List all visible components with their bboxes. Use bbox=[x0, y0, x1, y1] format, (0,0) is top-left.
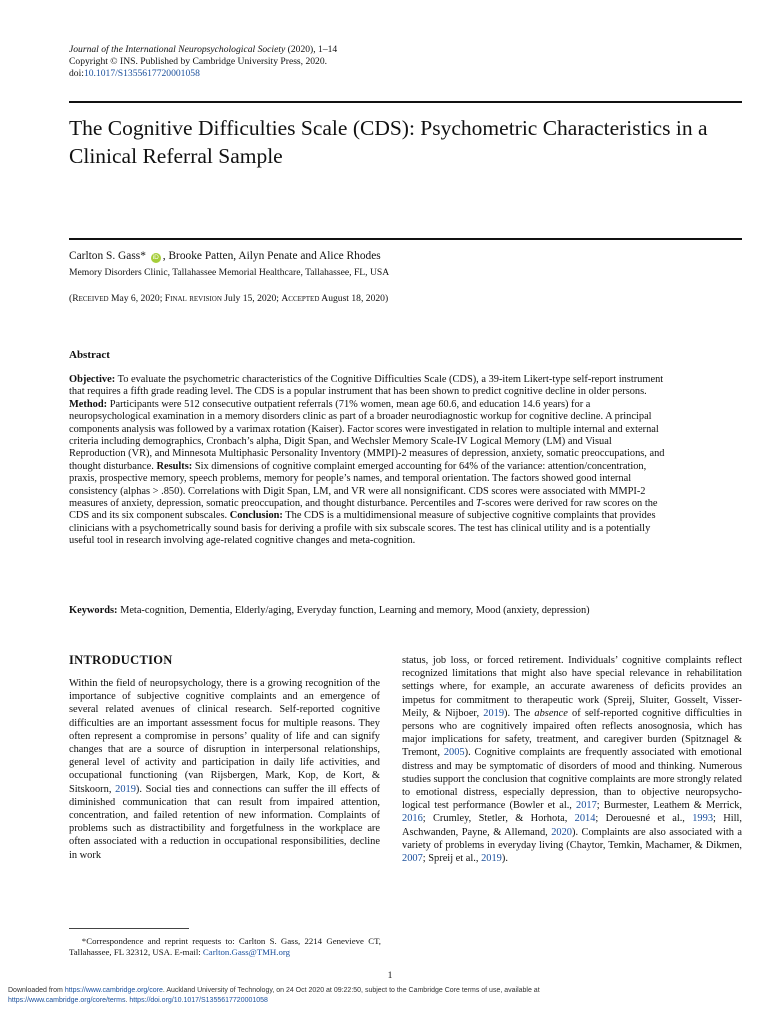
intro-right-text: ; Derouesné et al., bbox=[595, 813, 693, 825]
citation-link[interactable]: 2019 bbox=[483, 707, 505, 719]
citation-link[interactable]: 2014 bbox=[574, 813, 596, 825]
citation-link[interactable]: 2019 bbox=[481, 853, 502, 865]
doi-prefix: doi: bbox=[69, 68, 84, 79]
results-text-b: -scores were derived for raw scores on the CDS and its six component subscales. bbox=[69, 498, 658, 522]
intro-right-text: ; Hill, Aschwanden, Payne, & Allemand, bbox=[402, 813, 742, 838]
keywords-label: Keywords: bbox=[69, 605, 118, 616]
orcid-icon[interactable]: iD bbox=[152, 254, 159, 261]
correspondence-footnote bbox=[69, 936, 381, 958]
citation-link[interactable]: 2016 bbox=[402, 813, 423, 825]
citation-link[interactable]: 1993 bbox=[692, 813, 714, 825]
received-date: May 6, 2020; bbox=[108, 293, 165, 304]
footnote-rule bbox=[69, 928, 189, 929]
download-text: . Auckland University of Technology, on 24 Oct 2020 at 09:22:50, subject to the Cambridge Core terms of use, available at bbox=[162, 987, 540, 994]
intro-column-left bbox=[69, 677, 380, 862]
citation-link[interactable]: 2019 bbox=[115, 783, 136, 795]
results-t: T bbox=[476, 498, 482, 510]
journal-header bbox=[69, 44, 469, 80]
results-text-a: Six dimensions of cognitive complaint emerged accounting for 64% of the variance: attention/concentration, praxis, prospective memory, speech problems, memory for people’s names, and temporal orientation. The factors showed good internal consistency (alphas > .850). Correlations with Digit Span, LM, and VR were all nonsignificant. CDS scores were associated with MMPI-2 measures of anxiety, depression, somatic preoccupation, and thought disturbance. Percentiles and bbox=[69, 460, 647, 510]
citation-link[interactable]: 2005 bbox=[443, 747, 465, 759]
download-notice bbox=[8, 986, 760, 1005]
journal-doi bbox=[69, 68, 469, 80]
intro-right-text: ; Spreij et al., bbox=[422, 853, 482, 865]
accepted-label: Accepted bbox=[281, 293, 320, 304]
emphasis-absence: absence bbox=[534, 707, 568, 719]
intro-column-right bbox=[402, 654, 742, 865]
intro-right-text: ). The bbox=[504, 707, 535, 719]
doi-url-link[interactable]: https://doi.org/10.1017/S1355617720001058 bbox=[129, 996, 268, 1004]
cambridge-core-link[interactable]: https://www.cambridge.org/core bbox=[64, 987, 163, 994]
intro-right-text: of self-reported cognitive difficulties in persons who are cognitively impaired often reflects anosognosia, which has major implications for safety, treatment, and caregiver burden (Spitznagel & Tremont, bbox=[402, 707, 742, 759]
section-heading-introduction: INTRODUCTION bbox=[69, 653, 173, 667]
method-label: Method: bbox=[69, 398, 108, 410]
conclusion-text: The CDS is a multidimensional measure of subjective cognitive complaints that provides clinicians with a psychometrically sound basis for deriving a profile with six subscale scores. The test has clinical utility and is a potentially useful tool in research involving age-related cognitive changes and meta-cognition. bbox=[69, 510, 656, 547]
intro-right-text: ). Complaints are also associated with a variety of problems in everyday living (Chaytor, Temkin, Machamer, & Dikmen, bbox=[402, 826, 742, 851]
abstract-heading: Abstract bbox=[69, 349, 110, 361]
intro-left-text: Within the field of neuropsychology, there is a growing recognition of the importance of subjective cognitive complaints and an emergence of several related avenues of clinical research. Self-reported cognitive difficulties are an important assessment focus for multiple reasons. They often represent a compromise in persons’ quality of life and can signify changes that are a source of disruption in interpersonal relationships, general level of activity and participation in daily life activities, and occupational functioning (van Rijsbergen, Mark, Kop, de Kort, & Sitskoorn, bbox=[69, 678, 380, 795]
top-rule bbox=[69, 101, 742, 103]
dates-open: ( bbox=[69, 293, 73, 304]
intro-right-text: status, job loss, or forced retirement. Individuals’ cognitive complaints reflect recognized limitations that might also have special relevance in rehabilitation settings where, for example, an accurate awareness of deficits provides an impetus for commitment to therapeutic work (Spreij, Sluiter, Gosselt, Visser-Meily, & Nijboer, bbox=[402, 655, 742, 719]
intro-left-text: ). Social ties and connections can suffer the ill effects of diminished communication that can result from impaired attention, concentration, and failed retention of new information. Complaints of problems such as distractibility and forgetfulness in the workplace are often associated with a reduction in occupational responsibilities, decline in work bbox=[69, 783, 380, 861]
author-first: Carlton S. Gass* bbox=[69, 250, 146, 262]
authors-rest: , Brooke Patten, Ailyn Penate and Alice Rhodes bbox=[162, 250, 381, 262]
page-number: 1 bbox=[387, 970, 393, 981]
email-link[interactable]: Carlton.Gass@TMH.org bbox=[202, 947, 291, 957]
citation-link[interactable]: 2020 bbox=[551, 826, 572, 838]
terms-link[interactable]: https://www.cambridge.org/core/terms bbox=[8, 996, 126, 1004]
objective-label: Objective: bbox=[69, 374, 116, 385]
download-text: Downloaded from bbox=[8, 987, 65, 994]
download-text: . bbox=[125, 996, 130, 1004]
final-label: Final revision bbox=[164, 293, 222, 304]
article-title: The Cognitive Difficulties Scale (CDS): Psychometric Characteristics in a Clinical Referral Sample bbox=[69, 116, 708, 168]
citation-link[interactable]: 2007 bbox=[402, 853, 423, 865]
journal-copyright: Copyright © INS. Published by Cambridge University Press, 2020. bbox=[69, 56, 328, 67]
results-label: Results: bbox=[156, 460, 193, 472]
accepted-date: August 18, 2020) bbox=[319, 293, 389, 304]
intro-right-text: ). Cognitive complaints are frequently associated with emotional distress and may be symptomatic of disorders of mood and thinking. Numerous studies support the conclusion that cognitive complaints are more strongly related to emotional distress, especially depression, than to objective neuropsycho-logical test performance (Bowler et al., bbox=[402, 747, 743, 812]
objective-text: To evaluate the psychometric characteristics of the Cognitive Difficulties Scale (CDS), a 39-item Likert-type self-report instrument that requires a fifth grade reading level. The CDS is a popular instrument that has been shown to predict cognitive decline in older persons. bbox=[69, 374, 664, 398]
history-dates bbox=[69, 293, 739, 304]
method-text: Participants were 512 consecutive outpatient referrals (71% women, mean age 60.6, and education 14.6 years) for a neuropsychological examination in a memory disorders clinic as part of a broader neurodiagnostic workup for cognitive decline. A principal components analysis was followed by a varimax rotation (Kaiser). Factor scores were investigated in relation to multiple internal and external criteria including demographics, Cronbach’s alpha, Digit Span, and Wechsler Memory Scale-IV Logical Memory (LM) and Visual Reproduction (VR), and Minnesota Multiphasic Personality Inventory (MMPI)-2 measures of depression, anxiety, somatic preoccupations, and thought disturbance. bbox=[69, 398, 665, 472]
abstract-body bbox=[69, 374, 669, 548]
intro-right-text: ; Crumley, Stetler, & Horhota, bbox=[422, 813, 575, 825]
affiliation: Memory Disorders Clinic, Tallahassee Memorial Healthcare, Tallahassee, FL, USA bbox=[69, 267, 390, 278]
keywords bbox=[69, 605, 749, 616]
authors-line bbox=[69, 249, 739, 263]
keywords-text: Meta-cognition, Dementia, Elderly/aging, Everyday function, Learning and memory, Mood (anxiety, depression) bbox=[117, 605, 590, 616]
intro-right-text: ). bbox=[501, 853, 508, 865]
conclusion-label: Conclusion: bbox=[229, 510, 283, 522]
journal-year-pages: (2020), 1–14 bbox=[285, 44, 338, 55]
citation-link[interactable]: 2017 bbox=[576, 800, 597, 812]
received-label: Received bbox=[72, 293, 109, 304]
journal-citation bbox=[69, 44, 469, 56]
intro-right-text: ; Burmester, Leathem & Merrick, bbox=[596, 800, 742, 812]
final-date: July 15, 2020; bbox=[221, 293, 282, 304]
journal-name: Journal of the International Neuropsychological Society bbox=[69, 44, 286, 55]
title-rule bbox=[69, 238, 742, 240]
footnote-text: *Correspondence and reprint requests to: Carlton S. Gass, 2214 Genevieve CT, Tallahassee, FL 32312, USA. E-mail: bbox=[69, 936, 381, 957]
doi-link[interactable]: 10.1017/S1355617720001058 bbox=[83, 68, 200, 79]
